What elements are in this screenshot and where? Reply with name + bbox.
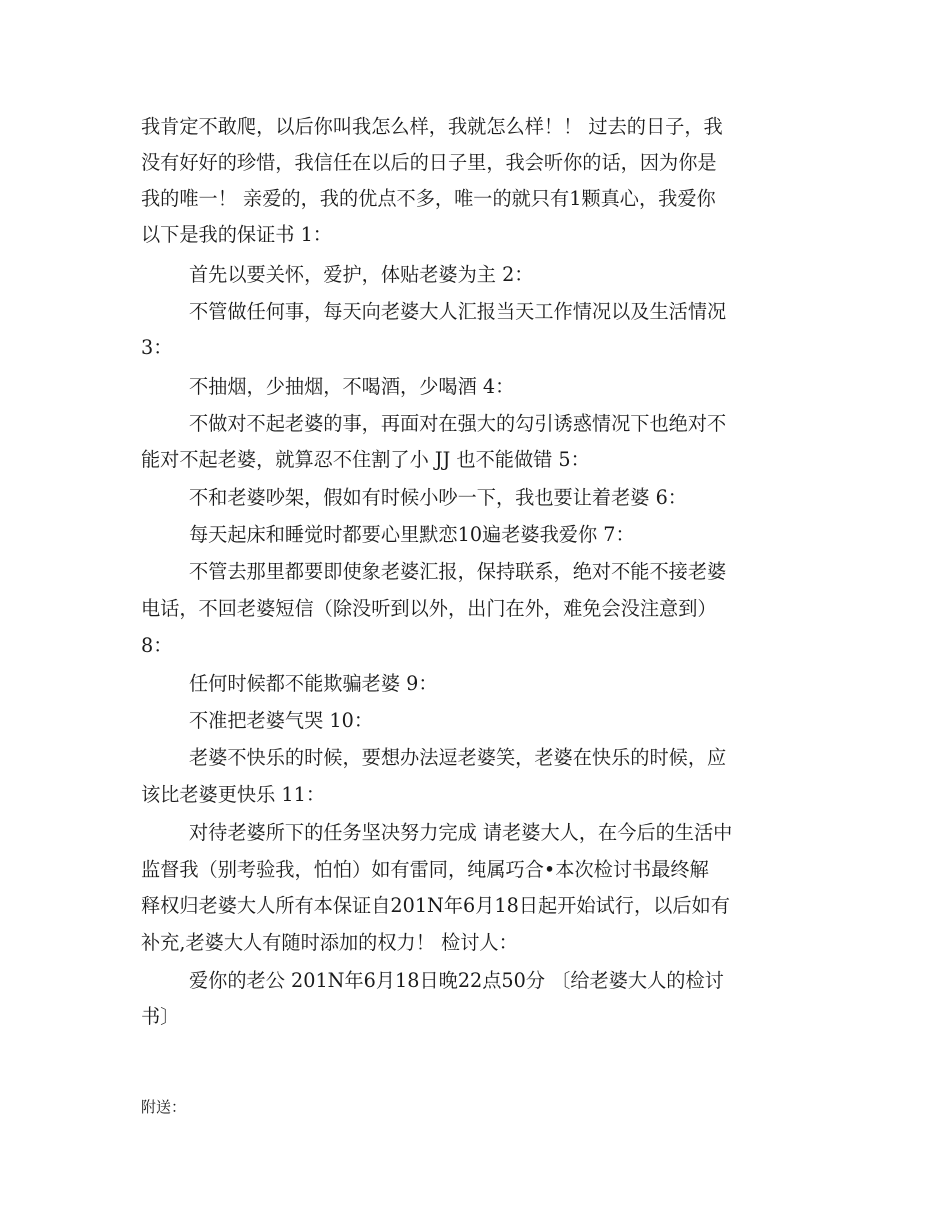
body-line-20: 对待老婆所下的任务坚决努力完成 请老婆大人，在今后的生活中 [189, 821, 733, 844]
body-line-5: 首先以要关怀，爱护，体贴老婆为主 2： [189, 263, 534, 286]
body-line-1: 我肯定不敢爬，以后你叫我怎么样，我就怎么样！！ 过去的日子，我 [141, 115, 723, 138]
body-line-9: 不做对不起老婆的事，再面对在强大的勾引诱惑情况下也绝对不 [189, 412, 727, 435]
body-line-25: 书〕 [141, 1005, 180, 1028]
body-line-22: 释权归老婆大人所有本保证自201N年6月18日起开始试行，以后如有 [141, 894, 730, 917]
body-line-17: 不准把老婆气哭 10： [189, 709, 374, 732]
body-line-3: 我的唯一！ 亲爱的，我的优点不多，唯一的就只有1颗真心，我爱你 [141, 187, 716, 210]
body-line-15: 8： [141, 634, 173, 657]
body-line-4: 以下是我的保证书 1： [141, 223, 332, 246]
body-line-16: 任何时候都不能欺骗老婆 9： [189, 672, 438, 695]
body-line-19: 该比老婆更快乐 11： [141, 783, 326, 806]
footer-note: 附送： [141, 1098, 187, 1116]
body-line-7: 3： [141, 336, 173, 359]
body-line-14: 电话，不回老婆短信（除没听到以外，出门在外，难免会没注意到） [141, 597, 717, 620]
body-line-12: 每天起床和睡觉时都要心里默恋10遍老婆我爱你 7： [189, 523, 635, 546]
body-line-10: 能对不起老婆，就算忍不住割了小 JJ 也不能做错 5： [141, 448, 590, 471]
body-line-8: 不抽烟，少抽烟，不喝酒，少喝酒 4： [189, 375, 515, 398]
body-line-21: 监督我（别考验我，怕怕）如有雷同，纯属巧合•本次检讨书最终解 [141, 858, 709, 881]
body-line-18: 老婆不快乐的时候，要想办法逗老婆笑，老婆在快乐的时候，应 [189, 746, 727, 769]
body-line-11: 不和老婆吵架，假如有时候小吵一下，我也要让着老婆 6： [189, 486, 687, 509]
body-line-6: 不管做任何事，每天向老婆大人汇报当天工作情况以及生活情况 [189, 300, 727, 323]
body-line-2: 没有好好的珍惜，我信任在以后的日子里，我会听你的话，因为你是 [141, 151, 717, 174]
body-line-13: 不管去那里都要即使象老婆汇报，保持联系，绝对不能不接老婆 [189, 560, 727, 583]
body-line-23: 补充,老婆大人有随时添加的权力！ 检讨人： [141, 931, 518, 954]
body-line-24: 爱你的老公 201N年6月18日晚22点50分 〔给老婆大人的检讨 [189, 969, 724, 992]
